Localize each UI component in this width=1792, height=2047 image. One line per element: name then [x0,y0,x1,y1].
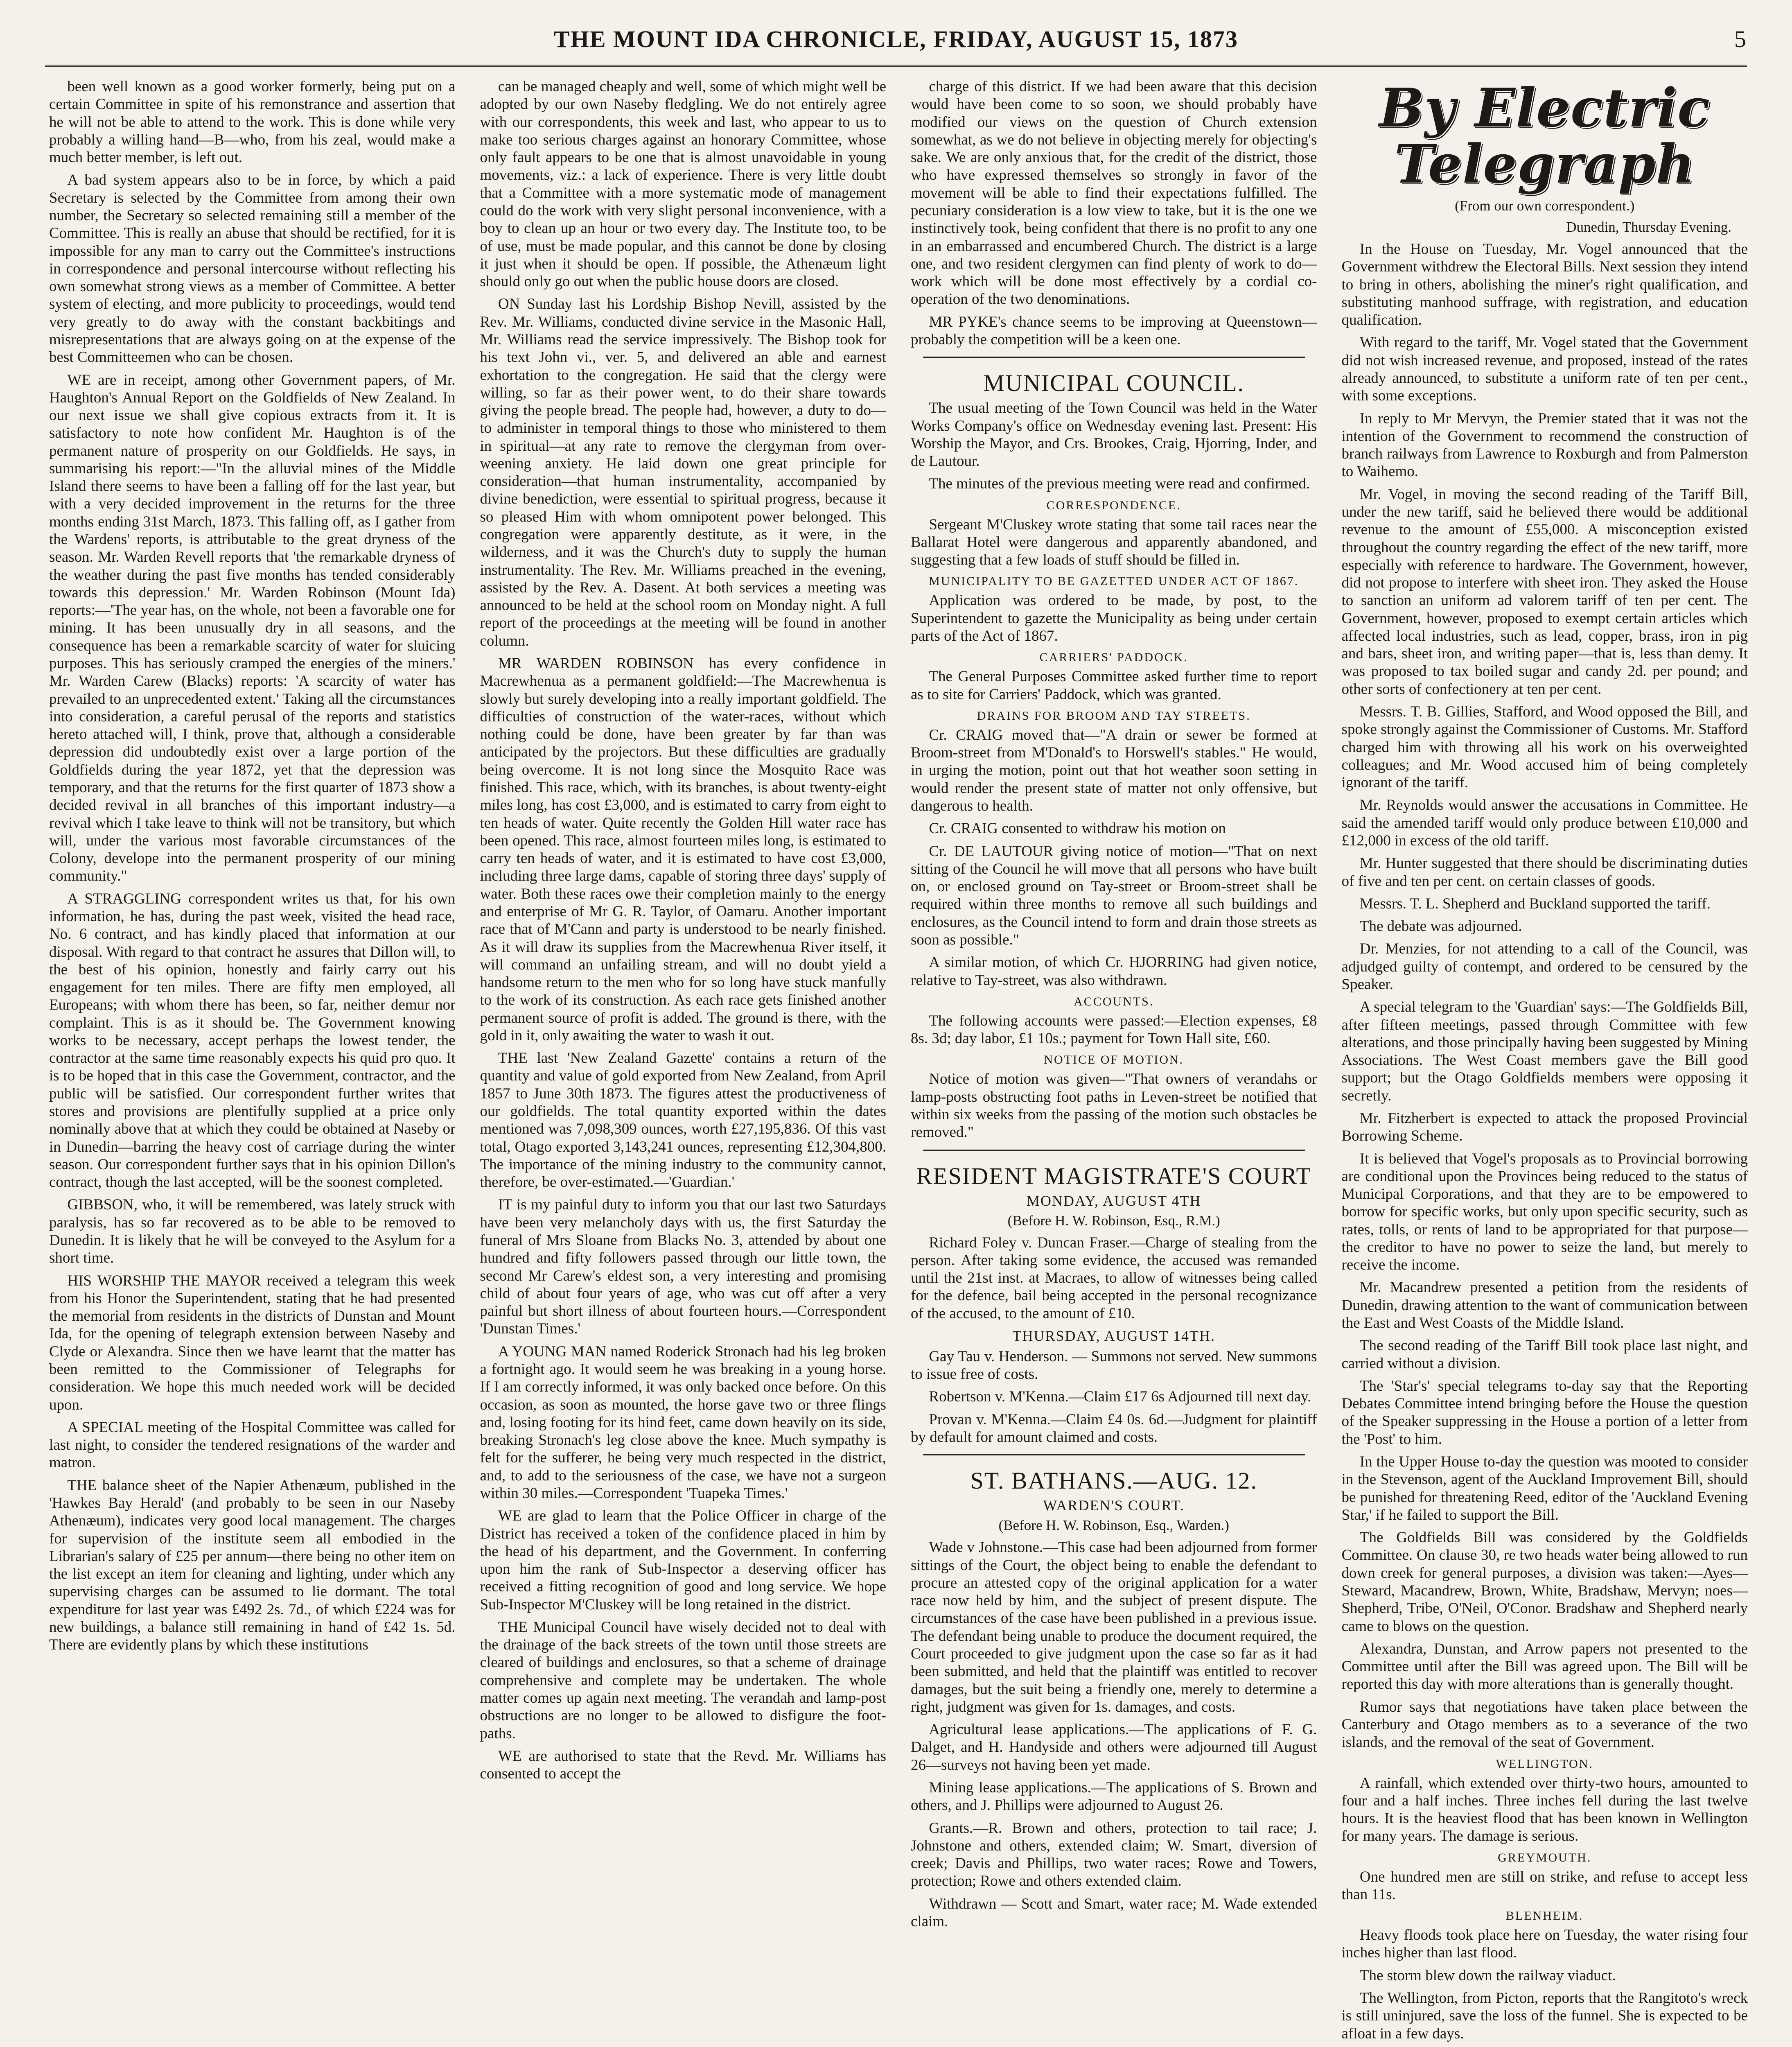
divider [923,1454,1305,1455]
wardens-court-heading: WARDEN'S COURT. [1043,1497,1185,1514]
telegraph-source-line: (From our own correspondent.) [1455,198,1635,214]
paragraph: Cr. CRAIG consented to withdraw his motion on [929,820,1226,837]
wardens-court-byline: (Before H. W. Robinson, Esq., Warden.) [998,1517,1229,1534]
page-number: 5 [1734,25,1747,52]
paragraph: been well known as a good worker formerly, being put on a certain Committee in spite of his remonstrance and assertion that he will not be able to attend to the work. This is done while very probably a willing hand—B—who, from his zeal, would make a much better member, is left out. [49,78,456,166]
greymouth-body [1342,1868,1748,1904]
column-2-body [480,78,887,1783]
paragraph: Cr. CRAIG moved that—"A drain or sewer be formed at Broom-street from M'Donald's to Horswell's stables." He would, in urging the motion, point out that hot weather soon setting in would render the present state of matter not only offensive, but dangerous to health. [911,726,1317,814]
thursday-heading: THURSDAY, AUGUST 14TH. [1012,1327,1215,1344]
drains-body [911,726,1317,989]
paragraph: Mr. Macandrew presented a petition from the residents of Dunedin, drawing attention to the want of communication between the East and West Coasts of the Middle Island. [1341,1279,1748,1332]
paragraph: One hundred men are still on strike, and refuse to accept less than 11s. [1341,1868,1748,1903]
rm-court-byline: (Before H. W. Robinson, Esq., R.M.) [1007,1212,1220,1229]
column-2 [476,78,891,2047]
correspondence-body [911,516,1317,569]
paragraph: The usual meeting of the Town Council was held in the Water Works Company's office on Wednesday evening last. Present: His Worship the Mayor, and Crs. Brookes, Craig, Hjorring, Inder, and de Lautour. [911,400,1317,470]
wellington-body [1342,1774,1748,1845]
paragraph: The Wellington, from Picton, reports that the Rangitoto's wreck is still uninjured, save the loss of the funnel. She is expected to be afloat in a few days. [1341,1990,1748,2042]
greymouth-heading: GREYMOUTH. [1498,1850,1592,1864]
paragraph: A special telegram to the 'Guardian' says:—The Goldfields Bill, after fifteen meetings, passed through Committee with few alterations, and those principally having been suggested by Mining Associations. The West Coast members gave the Bill good support; but the Otago Goldfields members were opposing it secretly. [1341,999,1748,1104]
paragraph: In the Upper House to-day the question was mooted to consider in the Stevenson, agent of the Auckland Improvement Bill, should be punished for threatening Reed, editor of the 'Auckland Evening Star,' if he failed to support the Bill. [1341,1453,1748,1523]
paragraph: GIBBSON, who, it will be remembered, was lately struck with paralysis, has so far recovered as to be able to be removed to Dunedin. It is likely that he will be conveyed to the Asylum for a short time. [49,1196,456,1267]
blenheim-body [1342,1926,1748,2042]
notice-heading: NOTICE OF MOTION. [1044,1053,1184,1067]
paragraph: Mr. Hunter suggested that there should be discriminating duties of five and ten per cent. on certain classes of goods. [1341,855,1748,890]
st-bathans-heading: ST. BATHANS.—AUG. 12. [970,1467,1258,1494]
paragraph: Cr. DE LAUTOUR giving notice of motion—"That on next sitting of the Council he will move that all persons who have built on, or enclosed ground on Tay-street or Broom-street shall be required within three months to remove all such buildings and enclosures, as the Council intend to form and drain those streets as soon as possible." [911,843,1317,948]
paragraph: Sergeant M'Cluskey wrote stating that some tail races near the Ballarat Hotel were dangerous and apparently abandoned, and suggesting that a few loads of stuff should be filled in. [911,516,1317,569]
column-4 [1338,78,1752,2047]
paragraph: In the House on Tuesday, Mr. Vogel announced that the Government withdrew the Electoral Bills. Next session they intend to bring in others, abolishing the miner's right qualification, and substituting manhood suffrage, with registration, and education qualification. [1341,241,1748,329]
telegraph-body [1342,240,1748,1751]
paragraph: Gay Tau v. Henderson. — Summons not served. New summons to issue free of costs. [911,1348,1317,1383]
masthead-title: THE MOUNT IDA CHRONICLE, FRIDAY, AUGUST 15, 1873 [554,25,1238,52]
paragraph: IT is my painful duty to inform you that our last two Saturdays have been very melancholy days with us, the first Saturday the funeral of Mrs Sloane from Blacks No. 3, attended by about one hundred and fifty followers passed through our little town, the second Mr Carew's eldest son, a very interesting and promising child of about four years of age, who was cut off after a very painful but short illness of about fourteen hours.—Correspondent 'Dunstan Times.' [480,1196,886,1338]
municipal-council-body [911,399,1317,493]
paragraph: THE Municipal Council have wisely decided not to deal with the drainage of the back streets of the town until those streets are cleared of buildings and enclosures, so that a scheme of drainage comprehensive and complete may be undertaken. The whole matter comes up again next meeting. The verandah and lamp-post obstructions are no longer to be allowed to disfigure the foot-paths. [480,1618,886,1742]
column-1-body [49,78,456,1654]
paragraph: MR WARDEN ROBINSON has every confidence in Macrewhenua as a permanent goldfield:—The Macrewhenua is slowly but surely developing into a really important goldfield. The difficulties of construction of the water-races, without which nothing could be done, have been greater by far than was anticipated by the projectors. But these difficulties are gradually being overcome. It is not long since the Mosquito Race was finished. This race, which, with its branches, is about twenty-eight miles long, has cost £3,000, and is estimated to carry from eight to ten heads of water. Quite recently the Golden Hill water race has been opened. This race, almost fourteen miles long, is estimated to carry ten heads of water, and it is estimated to have cost £3,000, including three large dams, capable of storing three days' supply of water. Both these races owe their completion mainly to the energy and enterprise of Mr G. R. Taylor, of Oamaru. Another important race that of M'Cann and party is understood to be nearly finished. As it will draw its supplies from the Macrewhenua River itself, it will command an unfailing stream, and will no doubt yield a handsome return to the men who for so long have stuck manfully to the work of its construction. As each race gets finished another permanent source of profit is added. The ground is there, with the gold in it, only awaiting the water to wash it out. [480,655,886,1044]
article-columns [45,78,1752,2047]
paragraph: THE balance sheet of the Napier Athenæum, published in the 'Hawkes Bay Herald' (and probably to be seen in our Naseby Athenæum), indicates very good local management. The charges for supervision of the institute seem all embodied in the Librarian's salary of £25 per annum—there being no other item on the list except an item for cleaning and lighting, under which any supervising charges can be assumed to lie dormant. The total expenditure for last year was £492 2s. 7d., of which £224 was for new buildings, a balance still remaining in hand of £42 1s. 5d. There are evidently plans by which these institutions [49,1477,456,1654]
paragraph: A similar motion, of which Cr. HJORRING had given notice, relative to Tay-street, was also withdrawn. [911,954,1317,989]
municipal-council-heading: MUNICIPAL COUNCIL. [983,370,1245,397]
gazette-heading: MUNICIPALITY TO BE GAZETTED UNDER ACT OF 1867. [929,574,1299,588]
paragraph: It is believed that Vogel's proposals as to Provincial borrowing are conditional upon the Provinces being reduced to the status of Municipal Corporations, and that they are to be empowered to borrow for specific works, but only upon specific security, such as rates, tolls, or rents of land to be appropriated for that purpose—the creditor to have no power to seize the land, but merely to receive the income. [1341,1150,1748,1274]
paragraph: HIS WORSHIP THE MAYOR received a telegram this week from his Honor the Superintendent, stating that he had presented the memorial from residents in the districts of Dunstan and Mount Ida, for the opening of telegraph extension between Naseby and Clyde or Alexandra. Since then we have learnt that the matter has been remitted to the Commissioner of Telegraphs for consideration. We hope this much needed work will be decided upon. [49,1272,456,1413]
paragraph: Mr. Reynolds would answer the accusations in Committee. He said the amended tariff would only produce between £10,000 and £12,000 in excess of the old tariff. [1341,797,1748,849]
notice-body [911,1070,1317,1141]
paragraph: The minutes of the previous meeting were read and confirmed. [929,475,1310,493]
paragraph: Application was ordered to be made, by post, to the Superintendent to gazette the Municipality as being under certain parts of the Act of 1867. [911,592,1317,645]
rm-court-body [911,1234,1317,1322]
paragraph: A rainfall, which extended over thirty-two hours, amounted to four and a half inches. Three inches fell during the last twelve hours. It is the heaviest flood that has been known in Wellington for many years. The damage is serious. [1341,1774,1748,1845]
paragraph: WE are glad to learn that the Police Officer in charge of the District has received a token of the confidence placed in him by the head of his department, and the Government. In conferring upon him the rank of Sub-Inspector a deserving officer has received a fitting recognition of good and long service. We hope Sub-Inspector M'Cluskey will be long retained in the district. [480,1507,886,1613]
paragraph: THE last 'New Zealand Gazette' contains a return of the quantity and value of gold exported from New Zealand, from April 1857 to June 30th 1873. The figures attest the productiveness of our goldfields. The total quantity exported within the dates mentioned was 7,098,309 ounces, worth £27,195,836. Of this vast total, Otago exported 3,143,241 ounces, representing £12,304,800. The importance of the mining industry to the community cannot, therefore, be over-estimated.—'Guardian.' [480,1050,886,1191]
wellington-heading: WELLINGTON. [1496,1757,1593,1771]
paddock-heading: CARRIERS' PADDOCK. [1039,651,1188,664]
paragraph: Notice of motion was given—"That owners of verandahs or lamp-posts obstructing foot paths in Leven-street be notified that within six weeks from the passing of the motion such obstacles be removed." [911,1071,1317,1141]
gazette-body [911,592,1317,645]
paddock-body [911,668,1317,703]
paragraph: A YOUNG MAN named Roderick Stronach had his leg broken a fortnight ago. It would seem he was breaking in a young horse. If I am correctly informed, it was only backed once before. On this occasion, as soon as mounted, the horse gave two or three flings and, losing footing for its hind feet, came down heavily on its side, breaking Stronach's leg close above the knee. Much sympathy is felt for the sufferer, he being very much respected in the district, and, to add to the seriousness of the case, we have not a surgeon within 30 miles.—Correspondent 'Tuapeka Times.' [480,1343,886,1502]
paragraph: Messrs. T. B. Gillies, Stafford, and Wood opposed the Bill, and spoke strongly against the Commissioner of Customs. Mr. Stafford charged him with throwing all his work on his overweighted colleagues; and Mr. Wood accused him of being completely ignorant of the tariff. [1341,703,1748,791]
paragraph: WE are authorised to state that the Revd. Mr. Williams has consented to accept the [480,1747,886,1783]
paragraph: Rumor says that negotiations have taken place between the Canterbury and Otago members as to a severance of the two islands, and the removal of the seat of Government. [1341,1698,1748,1751]
paragraph: Robertson v. M'Kenna.—Claim £17 6s Adjourned till next day. [929,1388,1311,1405]
paragraph: charge of this district. If we had been aware that this decision would have been come to so soon, we should probably have modified our views on the question of Church extension somewhat, as we do not believe in objecting merely for objecting's sake. We are only anxious that, for the credit of the district, those who have expressed themselves so strongly in favor of the movement will be able to find their expectations fulfilled. The pecuniary consideration is a low view to take, but it is the one we instinctively took, being confident that there is no profit to any one in an embarrassed and encumbered Church. The district is a large one, and two resident clergymen can find plenty of work to do—work which will be done most effectively by a cordial co-operation of the two denominations. [911,78,1317,308]
divider [923,1150,1305,1151]
paragraph: Mr. Vogel, in moving the second reading of the Tariff Bill, under the new tariff, said he believed there would be additional revenue to the amount of £55,000. A misconception existed throughout the country regarding the effect of the new tariff, more especially with reference to hardware. The Government, however, did not propose to interfere with sheet iron. They asked the House to sanction an uniform ad valorem tariff of ten per cent. The Government, however, proposed to exempt certain articles which affected local industries, such as lead, copper, brass, iron in pig and bars, sheet iron, and writing paper—that is, less than demy. It was proposed to tax boiled sugar and candy 2d. per pound; and other sorts of confectionery at ten per cent. [1341,486,1748,698]
correspondence-heading: CORRESPONDENCE. [1046,498,1181,512]
masthead-rule [45,65,1747,67]
paragraph: Grants.—R. Brown and others, protection to tail race; J. Johnstone and others, extended claim; W. Smart, diversion of creek; Davis and Phillips, two water races; Rowe and Towers, protection; Rowe and others extended claim. [911,1819,1317,1890]
paragraph: Wade v Johnstone.—This case had been adjourned from former sittings of the Court, the object being to enable the defendant to procure an attested copy of the original application for a water race now held by him, and the subject of present dispute. The circumstances of the case have been published in a previous issue. The defendant being unable to produce the document required, the Court proceeded to give judgment upon the case so far as it had been submitted, and held that the plaintiff was entitled to recover damages, but the suit being a friendly one, merely to determine a right, judgment was given for 1s. damages, and costs. [911,1539,1317,1715]
paragraph: The Goldfields Bill was considered by the Goldfields Committee. On clause 30, re two heads water being allowed to run down creek for general purposes, a division was taken:—Ayes—Steward, Macandrew, Brown, White, Bradshaw, Mervyn; noes—Shepherd, Tribe, O'Neil, O'Conor. Bradshaw and Shepherd nearly came to blows on the question. [1341,1529,1748,1635]
blenheim-heading: BLENHEIM. [1506,1909,1584,1923]
paragraph: Mining lease applications.—The applications of S. Brown and others, and J. Phillips were adjourned to August 26. [911,1779,1317,1814]
accounts-body [911,1012,1317,1048]
paragraph: A STRAGGLING correspondent writes us that, for his own information, he has, during the past week, visited the head race, No. 6 contract, and has kindly placed that information at our disposal. With regard to that contract he assures that Dillon will, to the best of his opinion, honestly and fairly carry out his engagement for ten miles. There are fifty men employed, all Europeans; with whom there has been, so far, neither demur nor complaint. This is as it should be. The Government knowing works to be necessary, accept perhaps the lowest tender, the contractor at the same time reasonably expects his quid pro quo. It is to be hoped that in this case the Government, contractor, and the public will be satisfied. Our correspondent further writes that stores and provisions are plentifully supplied at a price only nominally above that at which they could be obtained at Naseby or in Dunedin—barring the heavy cost of carriage during the winter season. Our correspondent further says that in his opinion Dillon's contract, though the last accepted, will be the soonest completed. [49,890,456,1191]
paragraph: The General Purposes Committee asked further time to report as to site for Carriers' Paddock, which was granted. [911,668,1317,703]
paragraph: Alexandra, Dunstan, and Arrow papers not presented to the Committee until after the Bill was agreed upon. The Bill will be reported this day with more alterations than is generally thought. [1341,1640,1748,1693]
thursday-body [911,1348,1317,1446]
paragraph: ON Sunday last his Lordship Bishop Nevill, assisted by the Rev. Mr. Williams, conducted divine service in the Masonic Hall, Mr. Williams read the service impressively. The Bishop took for his text John vi., ver. 5, and delivered an able and earnest exhortation to the congregation. He said that the clergy were willing, so far as their power went, to do their share towards giving the people bread. The people had, however, a duty to do—to administer in temporal things to those who ministered to them in spiritual—at any rate to remove the clergyman from over-weening anxiety. He laid down one great principle for consideration—that human instrumentality, accompanied by divine benediction, were essential to spiritual progress, because it so pleased Him with whom omnipotent power belonged. This congregation were apparently destitute, as it were, in the wilderness, and it was the Church's duty to supply the human instrumentality. The Rev. Mr. Williams preached in the evening, assisted by the Rev. A. Dasent. At both services a meeting was announced to be held at the school room on Monday night. A full report of the proceedings at the meeting will be found in another column. [480,296,886,649]
paragraph: The 'Star's' special telegrams to-day say that the Reporting Debates Committee intend bringing before the House the question of the Speaker suppressing in the House a portion of a letter from the 'Post' to him. [1341,1377,1748,1448]
paragraph: can be managed cheaply and well, some of which might well be adopted by our own Naseby fledgling. We do not entirely agree with our correspondents, this week and last, who appear to us to make too serious charges against an honorary Committee, whose only fault appears to be one that is almost unavoidable in young movements, viz.: a lack of experience. There is very little doubt that a Committee with a more systematic mode of management could do the work with very slight personal inconvenience, with a boy to clean up an hour or two every day. The Institute too, to be of use, must be made popular, and this cannot be done by closing it just when it should be open. If possible, the Athenæum light should only go out when the public house doors are closed. [480,78,886,290]
paragraph: With regard to the tariff, Mr. Vogel stated that the Government did not wish increased revenue, and proposed, instead of the rates already announced, to substitute a uniform rate of ten per cent., with some exceptions. [1341,334,1748,404]
paragraph: The second reading of the Tariff Bill took place last night, and carried without a division. [1341,1337,1748,1372]
column-3-top [911,78,1317,348]
paragraph: The debate was adjourned. [1359,918,1522,935]
paragraph: Withdrawn — Scott and Smart, water race; M. Wade extended claim. [911,1895,1317,1930]
st-bathans-body [911,1539,1317,1930]
drains-heading: DRAINS FOR BROOM AND TAY STREETS. [977,709,1251,723]
paragraph: A bad system appears also to be in force, by which a paid Secretary is selected by the Committee from among their own number, the Secretary so selected remaining still a member of the Committee. This is really an abuse that should be rectified, for it is impossible for any man to carry out the Committee's instructions in correspondence and personal intercourse without reflecting his own somewhat strong views as a member of Committee. A better system of electing, and more publicity to proceedings, would tend very greatly to do away with the constant backbitings and misrepresentations that are always going on at the expense of the best Committeemen who can be chosen. [49,172,456,366]
paragraph: Mr. Fitzherbert is expected to attack the proposed Provincial Borrowing Scheme. [1341,1109,1748,1145]
paragraph: Messrs. T. L. Shepherd and Buckland supported the tariff. [1359,895,1711,912]
paragraph: The following accounts were passed:—Election expenses, £8 8s. 3d; day labor, £1 10s.; payment for Town Hall site, £60. [911,1012,1317,1047]
paragraph: Heavy floods took place here on Tuesday, the water rising four inches higher than last flood. [1341,1927,1748,1961]
paragraph: The storm blew down the railway viaduct. [1359,1967,1616,1984]
divider [923,357,1305,358]
paragraph: Richard Foley v. Duncan Fraser.—Charge of stealing from the person. After taking some evidence, the accused was remanded until the 21st inst. at Macraes, to allow of witnesses being called for the defence, bail being accepted in the personal recognizance of the accused, to the amount of £10. [911,1234,1317,1322]
rm-court-heading: RESIDENT MAGISTRATE'S COURT [916,1162,1311,1189]
rm-court-date: MONDAY, AUGUST 4TH [1027,1192,1201,1209]
masthead [45,16,1747,61]
telegraph-dateline: Dunedin, Thursday Evening. [1566,219,1731,235]
paragraph: Agricultural lease applications.—The applications of F. G. Dalget, and H. Handyside and others were adjourned till August 26—surveys not having been yet made. [911,1721,1317,1774]
paragraph: WE are in receipt, among other Government papers, of Mr. Haughton's Annual Report on the Goldfields of New Zealand. In our next issue we shall give copious extracts from it. It is satisfactory to note how confident Mr. Haughton is of the permanent nature of prosperity on our Goldfields. He says, in summarising his report:—"In the alluvial mines of the Middle Island there seems to have been a falling off for the last year, but with a very decided improvement in the returns for the three months ending 31st March, 1873. This falling off, as I gather from the Wardens' reports, is attributable to the great dryness of the season. Mr. Warden Revell reports that 'the remarkable dryness of the weather during the past five months has tended considerably towards this depression.' Mr. Warden Robinson (Mount Ida) reports:—'The year has, on the whole, not been a favorable one for mining. It has been unusually dry in all seasons, and the consequence has been a remarkable scarcity of water for sluicing purposes. This has seriously cramped the energies of the miners.' Mr. Warden Carew (Blacks) reports: 'A scarcity of water has prevailed to an unprecedented extent.' Taking all the circumstances into consideration, a careful perusal of the reports and statistics hereto attached will, I think, prove that, although a considerable depression did undoubtedly exist over a large portion of the Goldfields during the year 1872, yet that the depression was temporary, and that the returns for the first quarter of 1873 show a decided revival in all branches of this important industry—a revival which I take leave to think will not be transitory, but which will, under the various most favorable circumstances of the Colony, develope into the permanent prosperity of our mining community." [49,371,456,885]
paragraph: In reply to Mr Mervyn, the Premier stated that it was not the intention of the Government to recommend the construction of branch railways from Lawrence to Roxburgh and from Palmerston to Waihemo. [1341,410,1748,480]
paragraph: MR PYKE's chance seems to be improving at Queenstown—probably the competition will be a keen one. [911,313,1317,348]
accounts-heading: ACCOUNTS. [1074,994,1154,1008]
paragraph: Provan v. M'Kenna.—Claim £4 0s. 6d.—Judgment for plaintiff by default for amount claimed and costs. [911,1411,1317,1446]
paragraph: Dr. Menzies, for not attending to a call of the Council, was adjudged guilty of contempt, and ordered to be censured by the Speaker. [1341,940,1748,993]
column-1 [45,78,460,2047]
electric-telegraph-banner: By Electric Telegraph [1379,78,1711,195]
paragraph: A SPECIAL meeting of the Hospital Committee was called for last night, to consider the tendered resignations of the warder and matron. [49,1419,456,1471]
column-3 [907,78,1321,2047]
